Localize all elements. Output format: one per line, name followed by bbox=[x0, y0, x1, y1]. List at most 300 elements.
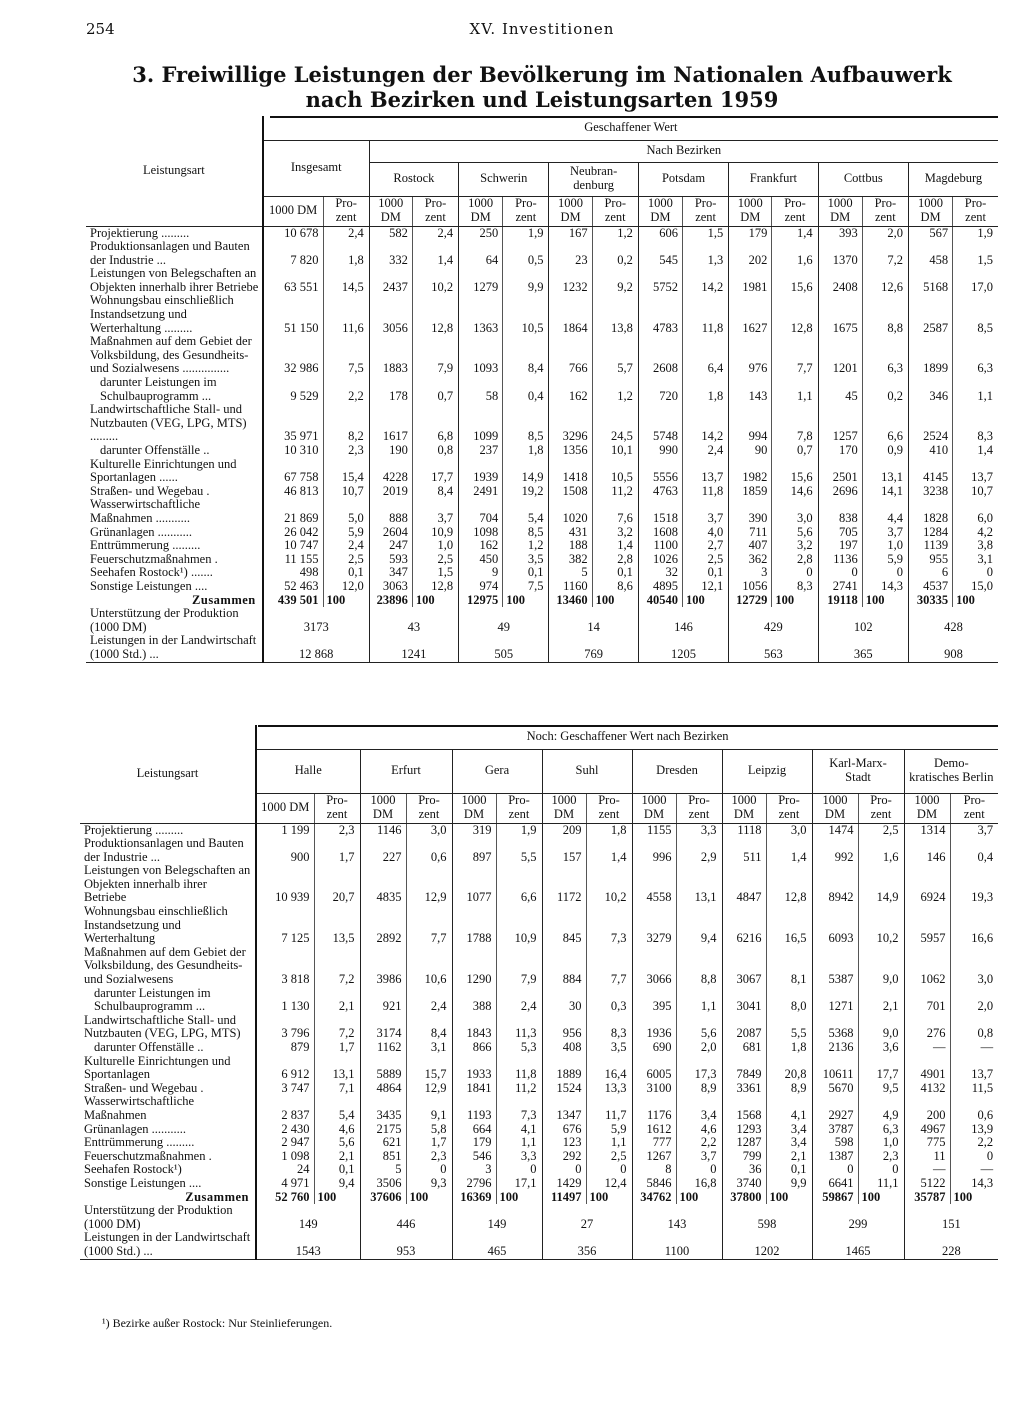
table1-cell-percent: 0 bbox=[862, 566, 908, 580]
table2-cell-value: 1172 bbox=[542, 864, 586, 905]
table2-cell-percent: 13,7 bbox=[950, 1055, 998, 1082]
table1-cell-value: 582 bbox=[369, 226, 412, 240]
table1-extra-cell: 505 bbox=[459, 634, 549, 662]
table2-cell-percent: 1,6 bbox=[858, 837, 904, 864]
table2-cell-percent: 5,6 bbox=[676, 1014, 722, 1041]
table2-cell-value: 209 bbox=[542, 823, 586, 837]
table2-cell-value: — bbox=[904, 1041, 950, 1055]
table1-cell-value: 1098 bbox=[459, 526, 503, 540]
table2-cell-percent: 8,3 bbox=[586, 1014, 632, 1041]
table2-cell-percent: 3,1 bbox=[406, 1041, 452, 1055]
table1-cell-value: 1100 bbox=[638, 539, 682, 553]
table1-cell-value: 67 758 bbox=[284, 470, 319, 485]
table2-cell-value: 2136 bbox=[812, 1041, 858, 1055]
table1-cell-percent: 8,5 bbox=[953, 294, 998, 335]
table1-cell-percent: 6,4 bbox=[683, 335, 729, 376]
table1-cell-percent: 11,6 bbox=[323, 294, 369, 335]
table1-cell-percent: 1,1 bbox=[953, 376, 998, 403]
table1-cell-value: 250 bbox=[459, 226, 503, 240]
table2-cell-percent: 1,0 bbox=[858, 1136, 904, 1150]
table2-total-cell: 35787 bbox=[904, 1191, 950, 1205]
table1-cell-percent: 1,8 bbox=[683, 376, 729, 403]
table1-cell-value: 9 529 bbox=[290, 388, 319, 403]
table2-cell-value: 4967 bbox=[904, 1123, 950, 1137]
table2-cell-value: 3174 bbox=[360, 1014, 406, 1041]
table2-cell-percent: 13,3 bbox=[586, 1082, 632, 1096]
table1-row bbox=[86, 580, 998, 594]
table1-cell-percent: 0,2 bbox=[592, 240, 638, 267]
table2-total-cell: 34762 bbox=[632, 1191, 676, 1205]
table2-cell-value: 2 837 bbox=[281, 1107, 310, 1122]
table1-cell-percent: 1,9 bbox=[503, 226, 549, 240]
table1-cell-value: 3056 bbox=[369, 294, 412, 335]
table2-cell-percent: 2,0 bbox=[676, 1041, 722, 1055]
table2-extra-cell: 1465 bbox=[812, 1231, 904, 1259]
table1-cell-percent: 0,4 bbox=[503, 376, 549, 403]
table1-total-cell: 100 bbox=[503, 594, 549, 608]
table1-cell-value: 1899 bbox=[908, 335, 952, 376]
table1-cell-value: 162 bbox=[549, 376, 592, 403]
table1-cell-percent: 1,4 bbox=[953, 444, 998, 458]
table2-total-cell: 37606 bbox=[360, 1191, 406, 1205]
table2-extra-cell: 151 bbox=[904, 1204, 998, 1231]
table2-cell-value: 395 bbox=[632, 987, 676, 1014]
table2-total-cell: 59867 bbox=[812, 1191, 858, 1205]
table2-cell-percent: 2,2 bbox=[676, 1136, 722, 1150]
table2-cell-percent: 7,7 bbox=[406, 905, 452, 946]
table2-unit-percent: Pro- zent bbox=[586, 793, 632, 823]
table2 bbox=[80, 725, 998, 1260]
table2-col-5: Leipzig bbox=[722, 749, 812, 793]
table2-cell-value: 4847 bbox=[722, 864, 766, 905]
table2-total-cell: 11497 bbox=[542, 1191, 586, 1205]
table1-cell-percent: 2,4 bbox=[323, 539, 369, 553]
table1-cell-value: 994 bbox=[729, 403, 772, 444]
table1-cell-percent: 14,6 bbox=[772, 485, 818, 499]
table2-cell-percent: 11,7 bbox=[586, 1095, 632, 1122]
table1-total-row bbox=[86, 594, 998, 608]
table2-cell-value: 0 bbox=[542, 1163, 586, 1177]
table2-unit-value: 1000 DM bbox=[812, 793, 858, 823]
table1-cell-percent: 24,5 bbox=[592, 403, 638, 444]
table1-cell-value: 1828 bbox=[908, 498, 952, 525]
table1-cell-value: 382 bbox=[549, 553, 592, 567]
table2-col-6: Karl-Marx- Stadt bbox=[812, 749, 904, 793]
table2-unit-percent: Pro- zent bbox=[406, 793, 452, 823]
table1-cell-value: 720 bbox=[638, 376, 682, 403]
table2-extra-cell: 446 bbox=[360, 1204, 452, 1231]
table2-cell-percent: 2,3 bbox=[314, 823, 360, 837]
table2-cell-percent: 5,4 bbox=[314, 1095, 360, 1122]
table1-cell-value: 888 bbox=[369, 498, 412, 525]
table1-cell-percent: 6,6 bbox=[862, 403, 908, 444]
table1-cell-percent: 14,9 bbox=[503, 458, 549, 485]
table2-cell-percent: 1,4 bbox=[586, 837, 632, 864]
table1-row-label: Seehafen Rostock¹) ....... bbox=[86, 566, 263, 580]
table1-cell-percent: 6,0 bbox=[953, 498, 998, 525]
table1-cell-value: 1864 bbox=[549, 294, 592, 335]
table2-cell-percent: 7,2 bbox=[314, 1014, 360, 1041]
table1-unit-value: 1000 DM bbox=[638, 196, 682, 226]
table2-total-cell: 100 bbox=[950, 1191, 998, 1205]
table1-cell-percent: 10,2 bbox=[412, 267, 458, 294]
table1-cell-percent: 7,5 bbox=[503, 580, 549, 594]
table2-cell-value: 4901 bbox=[904, 1055, 950, 1082]
table1-cell-percent: 2,4 bbox=[412, 226, 458, 240]
table1-cell-percent: 12,0 bbox=[323, 580, 369, 594]
table2-cell-percent: 0,1 bbox=[766, 1163, 812, 1177]
table2-cell-percent: 11,5 bbox=[950, 1082, 998, 1096]
table2-cell-value: 5387 bbox=[812, 946, 858, 987]
table2-unit-percent: Pro- zent bbox=[766, 793, 812, 823]
table2-cell-value: 146 bbox=[904, 837, 950, 864]
table1-cell-value: 1859 bbox=[729, 485, 772, 499]
table2-cell-percent: 13,1 bbox=[676, 864, 722, 905]
table1-cell-value: 393 bbox=[818, 226, 862, 240]
table1-cell-percent: 10,9 bbox=[412, 526, 458, 540]
table1-row bbox=[86, 335, 998, 376]
table2-cell-value: 3986 bbox=[360, 946, 406, 987]
table1-unit-percent: Pro- zent bbox=[412, 196, 458, 226]
table2-row bbox=[80, 1123, 998, 1137]
table1-cell-value: 1356 bbox=[549, 444, 592, 458]
table1-cell-percent: 2,3 bbox=[323, 444, 369, 458]
table2-cell-percent: 9,9 bbox=[766, 1177, 812, 1191]
table1-cell-percent: 0,5 bbox=[503, 240, 549, 267]
title-line-2: nach Bezirken und Leistungsarten 1959 bbox=[305, 87, 779, 112]
table2-cell-value: 996 bbox=[632, 837, 676, 864]
table2-cell-value: 3067 bbox=[722, 946, 766, 987]
table1-cell-value: 390 bbox=[729, 498, 772, 525]
table2-cell-percent: 10,2 bbox=[858, 905, 904, 946]
table1-cell-percent: 17,0 bbox=[953, 267, 998, 294]
table1-extra-label: Unterstützung der Produktion (1000 DM) bbox=[86, 607, 263, 634]
table2-cell-value: 3 747 bbox=[281, 1081, 310, 1095]
table2-cell-value: 1612 bbox=[632, 1123, 676, 1137]
table2-row bbox=[80, 823, 998, 837]
table2-row-label: Sonstige Leistungen .... bbox=[80, 1177, 256, 1191]
table2-cell-percent: 0 bbox=[496, 1163, 542, 1177]
table1-cell-value: 2019 bbox=[369, 485, 412, 499]
table2-cell-percent: 20,8 bbox=[766, 1055, 812, 1082]
table2-cell-value: 2 947 bbox=[281, 1136, 310, 1150]
page-number: 254 bbox=[86, 20, 115, 38]
table1-cell-percent: 1,6 bbox=[772, 240, 818, 267]
table1-cell-percent: 10,5 bbox=[592, 458, 638, 485]
table2-cell-percent: 9,4 bbox=[314, 1177, 360, 1191]
table2-cell-value: 511 bbox=[722, 837, 766, 864]
table2-cell-percent: 17,1 bbox=[496, 1177, 542, 1191]
table2-cell-percent: 3,4 bbox=[766, 1136, 812, 1150]
table1-cell-value: 498 bbox=[299, 566, 319, 580]
table2-cell-value: 1889 bbox=[542, 1055, 586, 1082]
footnote: ¹) Bezirke außer Rostock: Nur Steinlieferungen. bbox=[102, 1316, 333, 1330]
table2-cell-percent: — bbox=[950, 1041, 998, 1055]
table1-cell-value: 4763 bbox=[638, 485, 682, 499]
table1-cell-value: 7 820 bbox=[290, 252, 319, 267]
table1-extra-cell: 1241 bbox=[369, 634, 458, 662]
table1-cell-value: 178 bbox=[369, 376, 412, 403]
table1-cell-value: 90 bbox=[729, 444, 772, 458]
table1-total-cell: 12975 bbox=[459, 594, 503, 608]
table1-cell-value: 431 bbox=[549, 526, 592, 540]
table1-cell-value: 202 bbox=[729, 240, 772, 267]
table-title bbox=[86, 62, 998, 112]
table2-cell-percent: 16,8 bbox=[676, 1177, 722, 1191]
table1-cell-percent: 2,4 bbox=[683, 444, 729, 458]
table1-cell-value: 1608 bbox=[638, 526, 682, 540]
table2-cell-value: 1936 bbox=[632, 1014, 676, 1041]
table1-cell-percent: 2,5 bbox=[412, 553, 458, 567]
table2-cell-percent: 1,7 bbox=[314, 1041, 360, 1055]
table1-cell-percent: 3,7 bbox=[862, 526, 908, 540]
table1-unit-value: 1000 DM bbox=[549, 196, 592, 226]
table2-cell-percent: 5,6 bbox=[314, 1136, 360, 1150]
table1-total-cell: 100 bbox=[683, 594, 729, 608]
table1-cell-percent: 6,8 bbox=[412, 403, 458, 444]
table2-cell-value: 1788 bbox=[452, 905, 496, 946]
table2-super-header: Noch: Geschaffener Wert nach Bezirken bbox=[256, 725, 998, 749]
table2-row-label: Wohnungsbau einschließlich Instandsetzung und Werterhaltung bbox=[80, 905, 256, 946]
table2-cell-percent: 1,7 bbox=[314, 837, 360, 864]
table2-cell-value: 123 bbox=[542, 1136, 586, 1150]
table2-cell-percent: 2,2 bbox=[950, 1136, 998, 1150]
table2-col-7: Demo- kratisches Berlin bbox=[904, 749, 998, 793]
table2-cell-value: 2087 bbox=[722, 1014, 766, 1041]
table1 bbox=[86, 116, 998, 663]
table1-cell-percent: 7,7 bbox=[772, 335, 818, 376]
table1-cell-value: 2608 bbox=[638, 335, 682, 376]
table1-cell-value: 1982 bbox=[729, 458, 772, 485]
table2-cell-percent: 1,7 bbox=[406, 1136, 452, 1150]
table1-cell-percent: 12,8 bbox=[772, 294, 818, 335]
table1-row bbox=[86, 444, 998, 458]
table2-cell-value: 1314 bbox=[904, 823, 950, 837]
table1-cell-value: 2587 bbox=[908, 294, 952, 335]
table1-total-cell: 100 bbox=[412, 594, 458, 608]
table1-cell-value: 2408 bbox=[818, 267, 862, 294]
table2-cell-percent: 0 bbox=[586, 1163, 632, 1177]
table2-cell-value: 851 bbox=[360, 1150, 406, 1164]
table2-cell-value: 292 bbox=[542, 1150, 586, 1164]
table2-cell-percent: 3,0 bbox=[766, 823, 812, 837]
table2-row bbox=[80, 987, 998, 1014]
table1-total-cell: 23896 bbox=[369, 594, 412, 608]
table2-cell-percent: 17,3 bbox=[676, 1055, 722, 1082]
table1-cell-percent: 1,0 bbox=[862, 539, 908, 553]
table2-cell-percent: 10,9 bbox=[496, 905, 542, 946]
table1-unit-percent: Pro- zent bbox=[592, 196, 638, 226]
table2-cell-value: 6093 bbox=[812, 905, 858, 946]
table2-row-label: Grünanlagen ........... bbox=[80, 1123, 256, 1137]
table1-cell-percent: 3,1 bbox=[953, 553, 998, 567]
table2-cell-value: 690 bbox=[632, 1041, 676, 1055]
table1-cell-value: 1093 bbox=[459, 335, 503, 376]
table1-cell-value: 2501 bbox=[818, 458, 862, 485]
table1-cell-percent: 7,6 bbox=[592, 498, 638, 525]
title-line-1: 3. Freiwillige Leistungen der Bevölkerung im Nationalen Aufbauwerk bbox=[132, 62, 952, 87]
table2-cell-percent: 7,3 bbox=[586, 905, 632, 946]
table2-cell-value: 6005 bbox=[632, 1055, 676, 1082]
table1-cell-value: 3063 bbox=[369, 580, 412, 594]
table2-cell-percent: 1,4 bbox=[766, 837, 812, 864]
table1-cell-percent: 5,7 bbox=[592, 335, 638, 376]
table1-unit-value: 1000 DM bbox=[263, 196, 323, 226]
table1-cell-percent: 1,9 bbox=[953, 226, 998, 240]
table1-cell-percent: 12,1 bbox=[683, 580, 729, 594]
table2-row-label: Enttrümmerung ......... bbox=[80, 1136, 256, 1150]
table1-cell-percent: 9,9 bbox=[503, 267, 549, 294]
table2-total-cell: 16369 bbox=[452, 1191, 496, 1205]
table1-cell-value: 838 bbox=[818, 498, 862, 525]
table1-cell-percent: 4,2 bbox=[953, 526, 998, 540]
table1-cell-percent: 3,2 bbox=[592, 526, 638, 540]
table2-cell-percent: 9,3 bbox=[406, 1177, 452, 1191]
table1-cell-percent: 1,4 bbox=[772, 226, 818, 240]
table2-cell-percent: 15,7 bbox=[406, 1055, 452, 1082]
table2-cell-value: 1568 bbox=[722, 1095, 766, 1122]
table1-cell-percent: 0,9 bbox=[862, 444, 908, 458]
table2-cell-value: 10 939 bbox=[275, 890, 310, 905]
table1-unit-percent: Pro- zent bbox=[862, 196, 908, 226]
table1-cell-value: 3296 bbox=[549, 403, 592, 444]
table2-cell-percent: 2,4 bbox=[406, 987, 452, 1014]
section-title: XV. Investitionen bbox=[469, 20, 615, 38]
table2-cell-percent: 2,1 bbox=[858, 987, 904, 1014]
table2-cell-percent: 13,1 bbox=[314, 1055, 360, 1082]
table2-row bbox=[80, 1095, 998, 1122]
table1-cell-value: 1232 bbox=[549, 267, 592, 294]
table2-unit-value: 1000 DM bbox=[722, 793, 766, 823]
table2-row-label: Projektierung ......... bbox=[80, 823, 256, 837]
table1-cell-percent: 1,2 bbox=[592, 226, 638, 240]
table2-cell-value: 1933 bbox=[452, 1055, 496, 1082]
table1-cell-percent: 8,8 bbox=[862, 294, 908, 335]
table2-row-label: Kulturelle Einrichtungen und Sportanlagen bbox=[80, 1055, 256, 1082]
table2-cell-percent: 12,9 bbox=[406, 1082, 452, 1096]
table1-row bbox=[86, 553, 998, 567]
table1-cell-percent: 2,5 bbox=[683, 553, 729, 567]
table2-row-label: darunter Offenställe .. bbox=[80, 1041, 256, 1055]
table2-cell-value: 2175 bbox=[360, 1123, 406, 1137]
table2-cell-percent: 2,4 bbox=[496, 987, 542, 1014]
table1-cell-percent: 3,7 bbox=[412, 498, 458, 525]
table1-row-label: Wohnungsbau einschließlich Instandsetzung und Werterhaltung ......... bbox=[86, 294, 263, 335]
table2-cell-percent: 12,8 bbox=[766, 864, 812, 905]
table2-cell-percent: 11,2 bbox=[496, 1082, 542, 1096]
table2-cell-value: 157 bbox=[542, 837, 586, 864]
table1-cell-percent: 13,1 bbox=[862, 458, 908, 485]
table1-cell-percent: 3,2 bbox=[772, 539, 818, 553]
table1-row-label: Leistungen von Belegschaften an Objekten innerhalb ihrer Betriebe bbox=[86, 267, 263, 294]
table1-cell-percent: 12,6 bbox=[862, 267, 908, 294]
table1-cell-percent: 1,2 bbox=[503, 539, 549, 553]
table2-cell-value: 1293 bbox=[722, 1123, 766, 1137]
table1-cell-value: 4783 bbox=[638, 294, 682, 335]
table2-cell-value: 3 796 bbox=[281, 1026, 310, 1041]
table2-cell-percent: 2,1 bbox=[314, 987, 360, 1014]
table2-cell-value: 6216 bbox=[722, 905, 766, 946]
table1-cell-percent: 14,5 bbox=[323, 267, 369, 294]
table1-cell-value: 3238 bbox=[908, 485, 952, 499]
table2-cell-percent: 5,3 bbox=[496, 1041, 542, 1055]
table1-cell-percent: 0,1 bbox=[683, 566, 729, 580]
table1-cell-value: 332 bbox=[369, 240, 412, 267]
table1-extra-cell: 12 868 bbox=[263, 634, 369, 662]
table2-cell-value: 3066 bbox=[632, 946, 676, 987]
table2-cell-percent: 9,0 bbox=[858, 1014, 904, 1041]
table2-cell-value: 701 bbox=[904, 987, 950, 1014]
table1-cell-value: 5748 bbox=[638, 403, 682, 444]
table2-cell-percent: 3,7 bbox=[676, 1150, 722, 1164]
table1-cell-percent: 1,2 bbox=[592, 376, 638, 403]
table1-cell-value: 1056 bbox=[729, 580, 772, 594]
table2-row-label: Feuerschutzmaßnahmen . bbox=[80, 1150, 256, 1164]
table1-cell-percent: 11,8 bbox=[683, 294, 729, 335]
table2-cell-value: 3740 bbox=[722, 1177, 766, 1191]
table1-cell-percent: 14,2 bbox=[683, 267, 729, 294]
table1-extra-cell: 14 bbox=[549, 607, 638, 634]
table2-cell-value: 3279 bbox=[632, 905, 676, 946]
table1-cell-percent: 1,5 bbox=[953, 240, 998, 267]
table1-extra-row bbox=[86, 607, 998, 634]
table2-extra-row bbox=[80, 1204, 998, 1231]
table1-unit-value: 1000 DM bbox=[729, 196, 772, 226]
table2-col-4: Dresden bbox=[632, 749, 722, 793]
table1-cell-value: 2604 bbox=[369, 526, 412, 540]
table2-cell-value: 5368 bbox=[812, 1014, 858, 1041]
table2-cell-percent: 4,1 bbox=[766, 1095, 812, 1122]
table1-cell-percent: 3,8 bbox=[953, 539, 998, 553]
table1-cell-percent: 13,7 bbox=[683, 458, 729, 485]
table2-unit-value: 1000 DM bbox=[904, 793, 950, 823]
table2-row-label: Wasserwirtschaftliche Maßnahmen bbox=[80, 1095, 256, 1122]
table2-cell-value: 3506 bbox=[360, 1177, 406, 1191]
table1-cell-value: 705 bbox=[818, 526, 862, 540]
table2-cell-value: 4558 bbox=[632, 864, 676, 905]
table2-cell-percent: 7,2 bbox=[314, 946, 360, 987]
table2-total-cell: 100 bbox=[766, 1191, 812, 1205]
table2-cell-value: 1118 bbox=[722, 823, 766, 837]
table2-total-cell: 52 760 bbox=[275, 1190, 310, 1204]
table2-cell-value: 921 bbox=[360, 987, 406, 1014]
table2-unit-percent: Pro- zent bbox=[950, 793, 998, 823]
table2-row-label: Seehafen Rostock¹) bbox=[80, 1163, 256, 1177]
table1-cell-value: 21 869 bbox=[284, 510, 319, 525]
table1-cell-percent: 5,4 bbox=[503, 498, 549, 525]
table1-cell-value: 606 bbox=[638, 226, 682, 240]
table2-cell-percent: 3,5 bbox=[586, 1041, 632, 1055]
table1-cell-percent: 4,4 bbox=[862, 498, 908, 525]
table2-cell-percent: 3,6 bbox=[858, 1041, 904, 1055]
table2-cell-percent: 7,1 bbox=[314, 1082, 360, 1096]
table1-cell-value: 46 813 bbox=[284, 484, 319, 498]
table1-cell-value: 188 bbox=[549, 539, 592, 553]
table2-cell-percent: 16,6 bbox=[950, 905, 998, 946]
table1-cell-value: 4145 bbox=[908, 458, 952, 485]
table1-row bbox=[86, 376, 998, 403]
table1-cell-percent: 5,0 bbox=[323, 498, 369, 525]
table1-cell-value: 976 bbox=[729, 335, 772, 376]
table2-cell-percent: 3,3 bbox=[676, 823, 722, 837]
table2-cell-percent: 3,4 bbox=[766, 1123, 812, 1137]
table2-cell-value: 3361 bbox=[722, 1082, 766, 1096]
table1-row bbox=[86, 566, 998, 580]
table2-row bbox=[80, 1136, 998, 1150]
table1-row-label: darunter Offenställe .. bbox=[86, 444, 263, 458]
table1-cell-percent: 1,3 bbox=[683, 240, 729, 267]
table2-cell-percent: 1,1 bbox=[496, 1136, 542, 1150]
